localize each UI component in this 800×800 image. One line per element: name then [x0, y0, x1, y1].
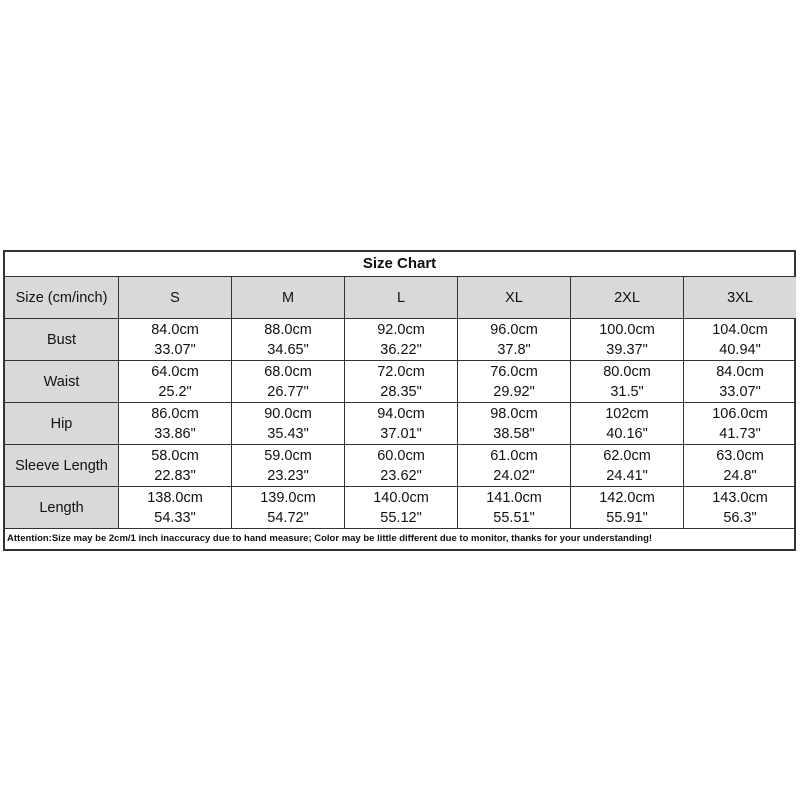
measure-value-cell — [345, 487, 458, 529]
inch-value: 25.2" — [158, 383, 192, 400]
inch-value: 24.41" — [606, 467, 648, 484]
inch-value: 23.23" — [267, 467, 309, 484]
measure-value-cell — [232, 361, 345, 403]
cm-value: 72.0cm — [377, 363, 425, 380]
measure-value-cell — [684, 319, 796, 361]
measure-label: Waist — [5, 361, 119, 403]
cm-value: 63.0cm — [716, 447, 764, 464]
attention-note: Attention:Size may be 2cm/1 inch inaccuracy due to hand measure; Color may be little different due to monitor, thanks for your understanding! — [7, 533, 653, 544]
cm-value: 59.0cm — [264, 447, 312, 464]
cm-value: 96.0cm — [490, 321, 538, 338]
size-header-cell: XL — [458, 277, 571, 319]
measure-value-cell — [232, 403, 345, 445]
inch-value: 37.01" — [380, 425, 422, 442]
size-grid — [5, 277, 794, 529]
cm-value: 94.0cm — [377, 405, 425, 422]
measure-label: Hip — [5, 403, 119, 445]
size-header-cell: M — [232, 277, 345, 319]
cm-value: 60.0cm — [377, 447, 425, 464]
inch-value: 56.3" — [723, 509, 757, 526]
measure-value-cell — [571, 487, 684, 529]
inch-value: 24.02" — [493, 467, 535, 484]
measure-value-cell — [571, 403, 684, 445]
cm-value: 88.0cm — [264, 321, 312, 338]
measure-value-cell — [119, 361, 232, 403]
cm-value: 62.0cm — [603, 447, 651, 464]
cm-value: 92.0cm — [377, 321, 425, 338]
inch-value: 55.12" — [380, 509, 422, 526]
measure-value-cell — [119, 319, 232, 361]
measure-value-cell — [232, 445, 345, 487]
cm-value: 76.0cm — [490, 363, 538, 380]
cm-value: 102cm — [605, 405, 649, 422]
size-header-cell: 2XL — [571, 277, 684, 319]
cm-value: 61.0cm — [490, 447, 538, 464]
inch-value: 34.65" — [267, 341, 309, 358]
size-header-cell: 3XL — [684, 277, 796, 319]
cm-value: 100.0cm — [599, 321, 655, 338]
inch-value: 33.86" — [154, 425, 196, 442]
measure-value-cell — [458, 403, 571, 445]
measure-value-cell — [232, 319, 345, 361]
cm-value: 98.0cm — [490, 405, 538, 422]
measure-value-cell — [571, 445, 684, 487]
measure-value-cell — [458, 319, 571, 361]
measure-value-cell — [119, 403, 232, 445]
measure-value-cell — [458, 445, 571, 487]
measure-value-cell — [345, 403, 458, 445]
inch-value: 28.35" — [380, 383, 422, 400]
cm-value: 86.0cm — [151, 405, 199, 422]
measure-value-cell — [571, 319, 684, 361]
inch-value: 36.22" — [380, 341, 422, 358]
measure-value-cell — [571, 361, 684, 403]
measure-value-cell — [684, 487, 796, 529]
measure-label: Sleeve Length — [5, 445, 119, 487]
inch-value: 37.8" — [497, 341, 531, 358]
measure-value-cell — [232, 487, 345, 529]
measure-value-cell — [119, 487, 232, 529]
cm-value: 143.0cm — [712, 489, 768, 506]
measure-value-cell — [119, 445, 232, 487]
inch-value: 31.5" — [610, 383, 644, 400]
chart-title: Size Chart — [5, 252, 794, 277]
cm-value: 84.0cm — [151, 321, 199, 338]
cm-value: 138.0cm — [147, 489, 203, 506]
cm-value: 140.0cm — [373, 489, 429, 506]
measure-value-cell — [345, 445, 458, 487]
inch-value: 35.43" — [267, 425, 309, 442]
inch-value: 23.62" — [380, 467, 422, 484]
inch-value: 33.07" — [719, 383, 761, 400]
cm-value: 141.0cm — [486, 489, 542, 506]
inch-value: 33.07" — [154, 341, 196, 358]
cm-value: 84.0cm — [716, 363, 764, 380]
inch-value: 55.51" — [493, 509, 535, 526]
size-header-cell: L — [345, 277, 458, 319]
cm-value: 64.0cm — [151, 363, 199, 380]
inch-value: 24.8" — [723, 467, 757, 484]
inch-value: 40.94" — [719, 341, 761, 358]
measure-value-cell — [684, 361, 796, 403]
cm-value: 80.0cm — [603, 363, 651, 380]
measure-value-cell — [458, 361, 571, 403]
inch-value: 41.73" — [719, 425, 761, 442]
size-chart-table — [3, 250, 796, 551]
measure-value-cell — [345, 319, 458, 361]
cm-value: 104.0cm — [712, 321, 768, 338]
measure-value-cell — [458, 487, 571, 529]
inch-value: 26.77" — [267, 383, 309, 400]
inch-value: 54.72" — [267, 509, 309, 526]
cm-value: 58.0cm — [151, 447, 199, 464]
inch-value: 39.37" — [606, 341, 648, 358]
size-header-cell: S — [119, 277, 232, 319]
measure-label: Length — [5, 487, 119, 529]
inch-value: 29.92" — [493, 383, 535, 400]
inch-value: 40.16" — [606, 425, 648, 442]
size-header-label: Size (cm/inch) — [5, 277, 119, 319]
cm-value: 142.0cm — [599, 489, 655, 506]
measure-value-cell — [684, 403, 796, 445]
cm-value: 90.0cm — [264, 405, 312, 422]
measure-value-cell — [684, 445, 796, 487]
cm-value: 68.0cm — [264, 363, 312, 380]
inch-value: 54.33" — [154, 509, 196, 526]
measure-label: Bust — [5, 319, 119, 361]
measure-value-cell — [345, 361, 458, 403]
inch-value: 22.83" — [154, 467, 196, 484]
cm-value: 106.0cm — [712, 405, 768, 422]
inch-value: 38.58" — [493, 425, 535, 442]
inch-value: 55.91" — [606, 509, 648, 526]
cm-value: 139.0cm — [260, 489, 316, 506]
